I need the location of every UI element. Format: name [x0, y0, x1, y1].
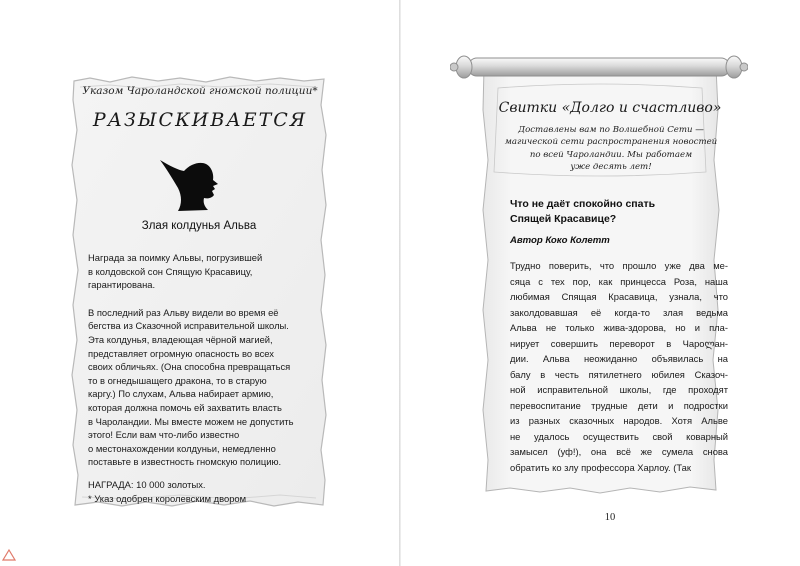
description-line: каргу.) По слухам, Альва набирает армию, [88, 388, 274, 400]
subtitle-line: по всей Чароландии. Мы работаем [529, 149, 693, 160]
subtitle-line: Доставлены вам по Волшебной Сети — [518, 125, 704, 135]
description-line: представляет огромную опасность во всех [88, 347, 274, 359]
witch-silhouette-icon [158, 158, 220, 213]
article-body [510, 258, 728, 475]
body-line: сяца с тех пор, как принцесса Роза, наша [510, 275, 728, 287]
description-line: Эта колдунья, владеющая чёрной магией, [88, 333, 273, 345]
description-line: этого! Если вам что-либо известно [88, 429, 240, 441]
heading-line: Что не даёт спокойно спать [510, 198, 656, 210]
reward-intro-line: в колдовской сон Спящую Красавицу, [88, 265, 253, 277]
description-line: в Чароландии. Мы вместе можем не допустить [88, 415, 294, 427]
body-line: дии. Альва неожиданно объявилась на [510, 353, 728, 364]
body-line: ной исправительной школы, где проходят [510, 384, 728, 395]
body-line: из разных сказочных народов. Хотя Альве [510, 415, 728, 426]
body-line: нирует совершить переворот в Чароლан- [510, 337, 728, 349]
page-number: 10 [604, 512, 616, 523]
description-paragraph [88, 306, 318, 469]
body-line: замысел (уф!), она всё же сумела снова [510, 446, 728, 457]
poster-header: Указом Чароландской гномской полиции* [82, 85, 318, 97]
reward-intro-line: гарантирована. [88, 279, 156, 291]
reward-line: НАГРАДА: 10 000 золотых. [88, 478, 206, 490]
description-line: своих обличьях. (Она способна превращаться [88, 361, 291, 373]
scroll-subtitle [498, 124, 724, 174]
article-author: Автор Коко Колетт [510, 235, 610, 246]
description-line: бегства из Сказочной исправительной школы. [88, 320, 289, 332]
article-heading [510, 197, 730, 226]
description-line: то в огнедышащего дракона, то в старую [88, 374, 267, 386]
reward-intro-line: Награда за поимку Альвы, погрузившей [88, 252, 263, 263]
body-line: обратить ко злу профессора Харлоу. (Так [510, 461, 692, 473]
body-line: Альва не только жива-здорова, но и пла- [510, 322, 728, 333]
poster-body [88, 251, 318, 505]
body-line: балу в честь пятилетнего юбилея Сказоч- [510, 368, 728, 380]
page-fold [399, 0, 401, 566]
description-line: поставьте в известность гномскую полицию. [88, 456, 282, 468]
body-line: перевоспитание трудные дети и подростки [510, 399, 728, 411]
body-line: не удалось осуществить свой коварный [510, 430, 728, 442]
subtitle-line: магической сети распространения новостей [504, 137, 718, 148]
reward-intro-paragraph [88, 251, 318, 292]
subtitle-line: уже десять лет! [570, 162, 652, 173]
wanted-poster [70, 75, 328, 508]
description-line: о местонахождении колдуньи, немедленно [88, 442, 276, 454]
description-line: которая должна помочь ей захватить власть [88, 401, 282, 413]
poster-name: Злая колдунья Альва [141, 220, 257, 232]
warning-triangle-icon [2, 548, 16, 562]
heading-line: Спящей Красавице? [510, 212, 617, 225]
scroll-title: Свитки «Долго и счастливо» [498, 100, 722, 116]
body-line: заколдовавшая её когда-то злая ведьма [510, 306, 728, 318]
body-line: Трудно поверить, что прошло уже два ме- [510, 260, 728, 271]
poster-wanted-title: РАЗЫСКИВАЕТСЯ [92, 109, 308, 131]
footnote-line: * Указ одобрен королевским двором [88, 492, 247, 504]
body-line: любимая Спящая Красавица, узнала, что [510, 291, 728, 302]
news-scroll [450, 50, 748, 500]
description-line: В последний раз Альву видели во время её [88, 306, 279, 318]
